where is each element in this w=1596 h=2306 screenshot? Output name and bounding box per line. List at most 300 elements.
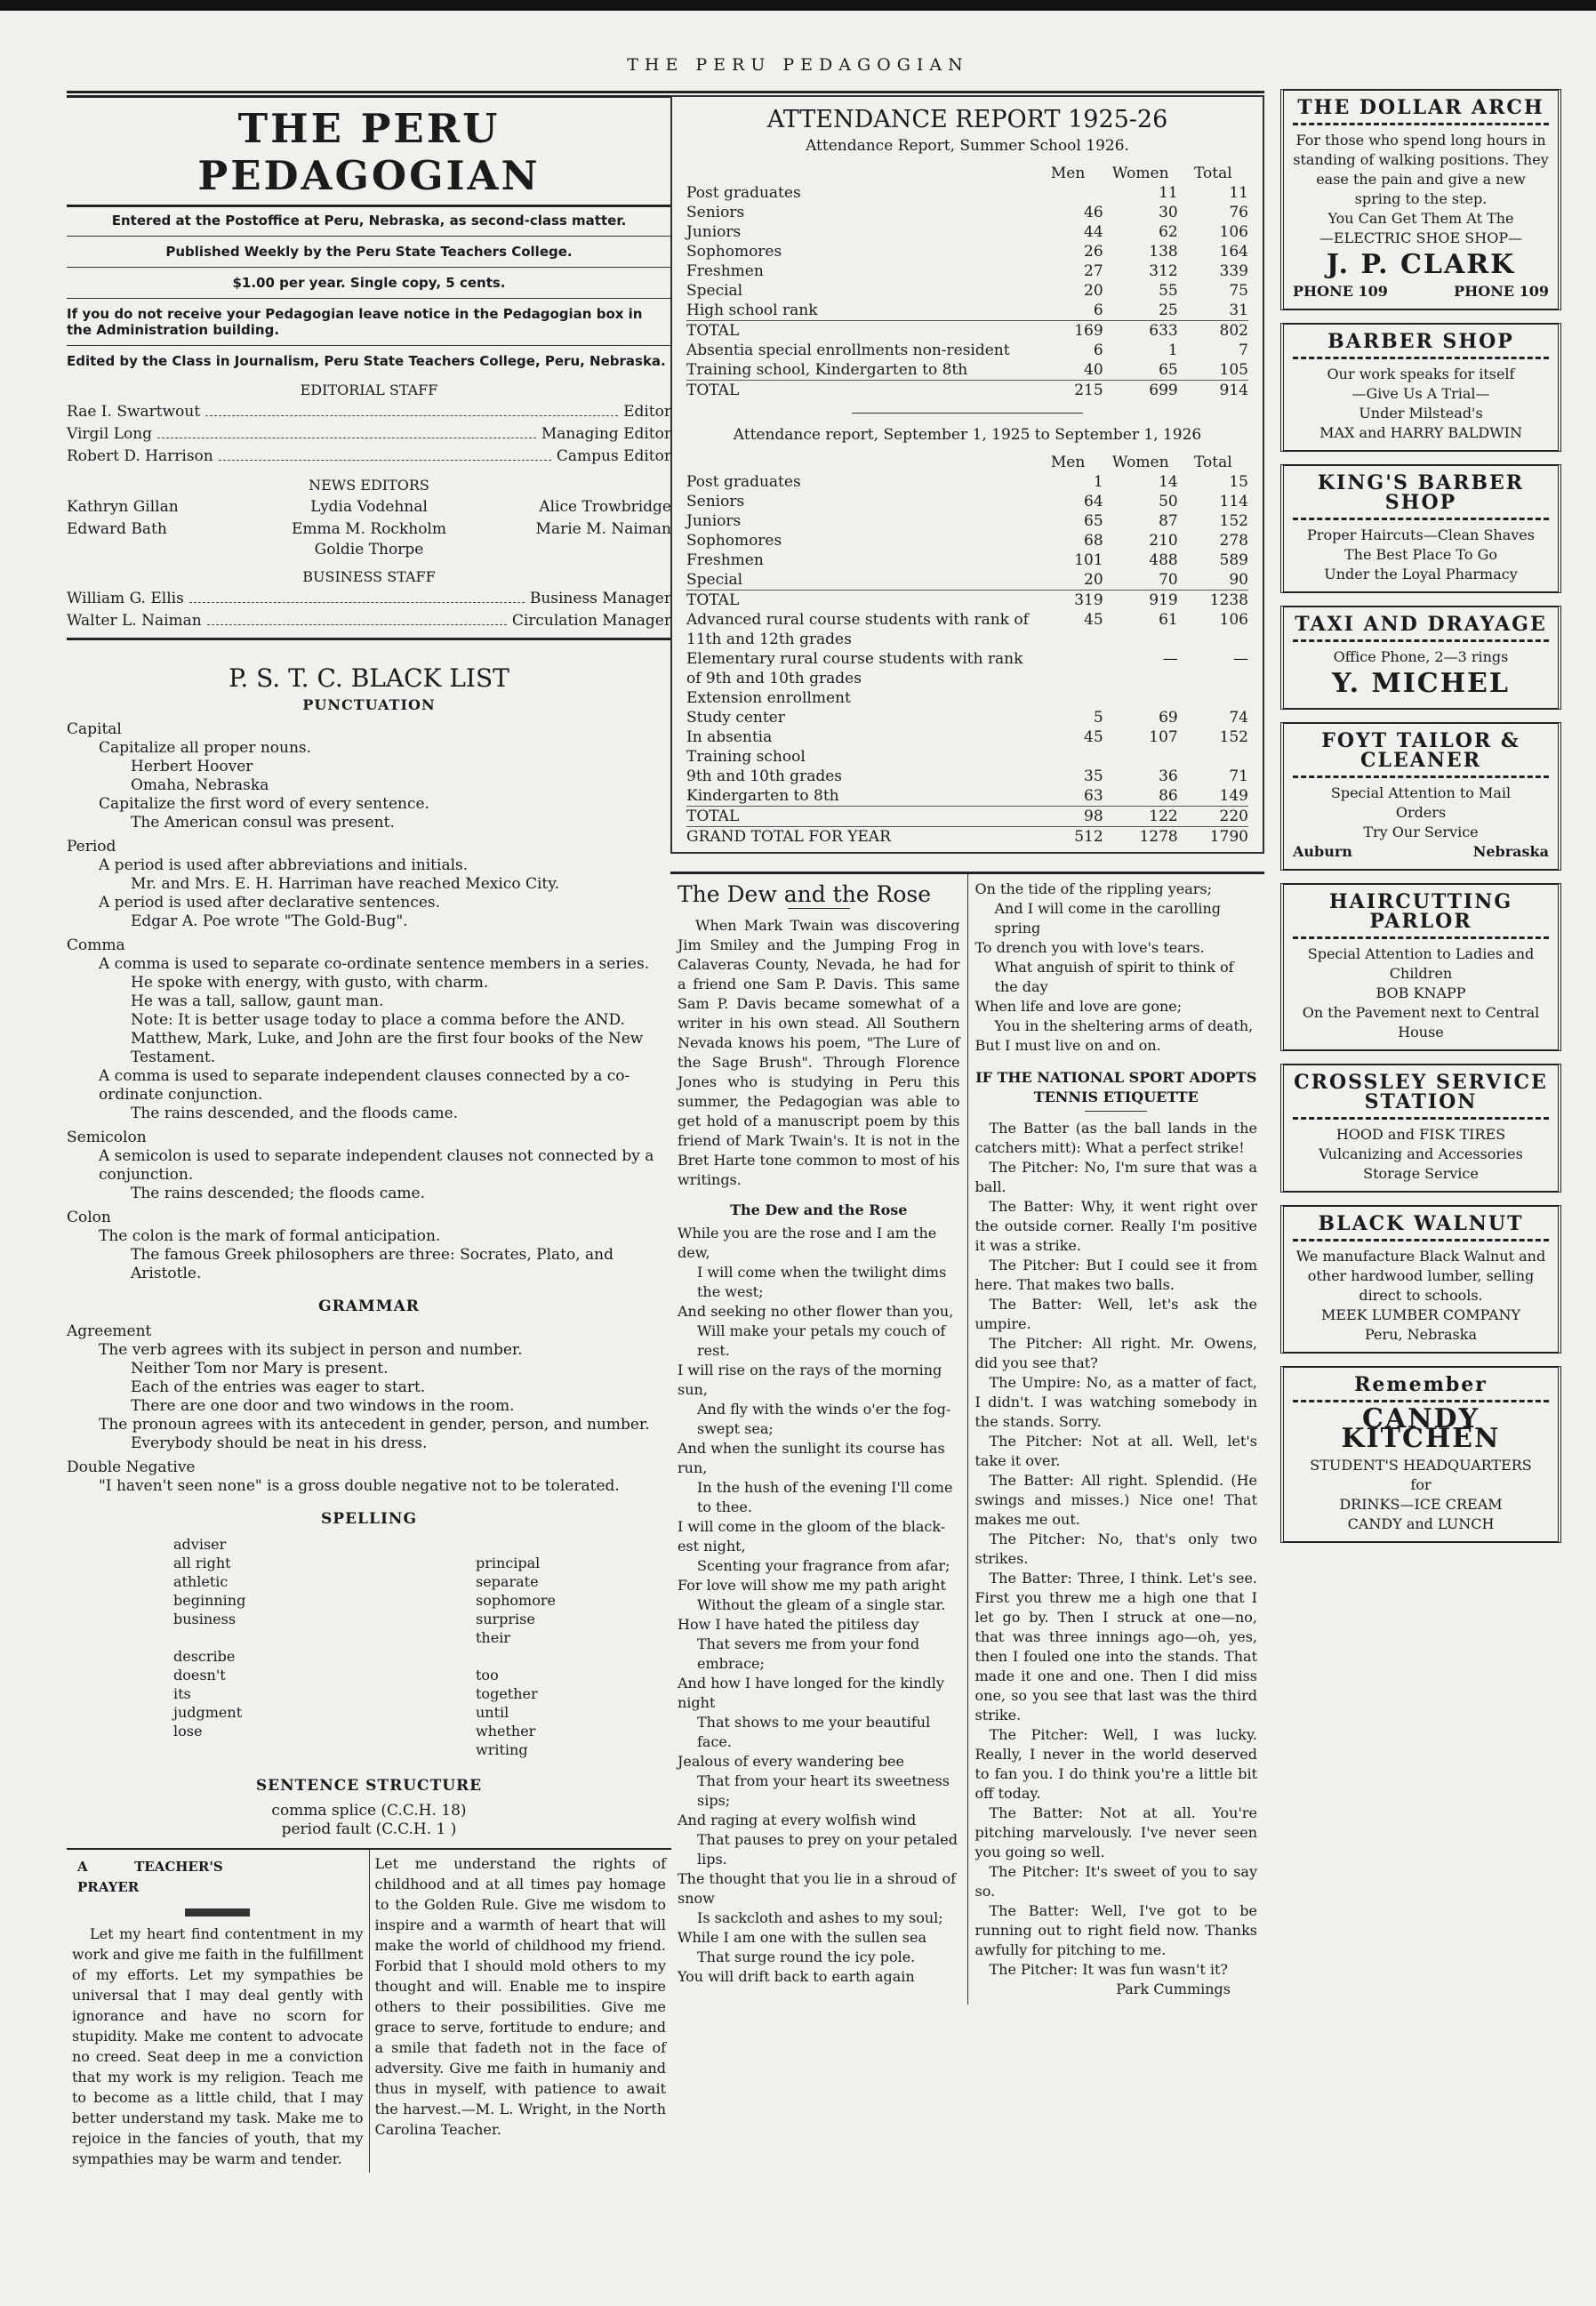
staff-role: Managing Editor xyxy=(541,425,671,443)
ad-big: CANDY KITCHEN xyxy=(1341,1403,1501,1454)
ad-line: Storage Service xyxy=(1363,1165,1479,1182)
table-row xyxy=(686,688,1248,708)
poem-line: And when the sunlight its course has run, xyxy=(678,1440,945,1476)
cell-value: 71 xyxy=(1229,767,1248,785)
spelling-word: together xyxy=(476,1685,538,1702)
prayer-title: A TEACHER'S PRAYER xyxy=(77,1859,223,1895)
ad-rule xyxy=(1293,1400,1549,1402)
news-name: Edward Bath xyxy=(67,520,167,538)
rule-line: Everybody should be neat in his dress. xyxy=(131,1434,428,1452)
rule-line: There are one door and two windows in the room. xyxy=(131,1397,515,1415)
tennis-paragraph: The Pitcher: Not at all. Well, let's take it over. xyxy=(974,1433,1257,1469)
rule-head: Agreement xyxy=(67,1322,152,1340)
staff-role: Editor xyxy=(623,403,671,421)
cell-value: 87 xyxy=(1159,512,1178,530)
rule-line: The American consul was present. xyxy=(131,814,395,832)
poem-line: Without the gleam of a single star. xyxy=(697,1596,946,1613)
cell-value: 70 xyxy=(1159,571,1178,589)
cell-value xyxy=(1032,747,1103,767)
table-row xyxy=(686,360,1248,381)
row-label: Training school xyxy=(686,748,806,766)
column-header: Total xyxy=(1194,165,1232,182)
spacer xyxy=(67,1496,671,1501)
table-row xyxy=(686,381,1248,401)
cell-value: 114 xyxy=(1219,493,1248,510)
cell-value: 122 xyxy=(1149,808,1178,825)
ad-foot-item: Nebraska xyxy=(1472,843,1549,860)
cell-value: 152 xyxy=(1219,512,1248,530)
news-name: Kathryn Gillan xyxy=(67,498,179,516)
rule-line: A period is used after abbreviations and initials. xyxy=(99,856,469,874)
advertisement xyxy=(1280,883,1561,1051)
table-row xyxy=(686,472,1248,492)
spelling-word xyxy=(120,1628,298,1647)
staff-role: Business Manager xyxy=(529,590,671,607)
poem-line: What anguish of spirit to think of the day xyxy=(994,959,1234,995)
rule-line: A period is used after declarative sentences. xyxy=(99,894,441,912)
rule-head: Semicolon xyxy=(67,1129,147,1146)
cell-value: 25 xyxy=(1159,301,1178,319)
cell-value: 44 xyxy=(1084,223,1103,241)
row-label: Seniors xyxy=(686,204,745,221)
cell-value xyxy=(1178,747,1248,767)
poem-line: And raging at every wolfish wind xyxy=(678,1812,917,1828)
cell-value: 45 xyxy=(1084,611,1103,629)
cell-value: 20 xyxy=(1084,571,1103,589)
table-row xyxy=(686,321,1248,341)
cell-value: 61 xyxy=(1159,611,1178,629)
advertisement xyxy=(1280,1064,1561,1193)
attendance-year-sub: Attendance report, September 1, 1925 to September 1, 1926 xyxy=(733,426,1202,444)
tennis-paragraph: The Umpire: No, as a matter of fact, I didn't. I was watching somebody in the stands. Sorry. xyxy=(974,1374,1257,1430)
table-row xyxy=(686,747,1248,767)
tennis-paragraph: The Pitcher: But I could see it from here. That makes two balls. xyxy=(974,1257,1257,1293)
ad-big: J. P. CLARK xyxy=(1326,249,1516,280)
ad-rule xyxy=(1293,639,1549,642)
advertisement xyxy=(1280,722,1561,871)
table-row xyxy=(686,511,1248,531)
table-row xyxy=(686,827,1248,848)
cell-value: 210 xyxy=(1149,532,1178,550)
cell-value: 27 xyxy=(1084,262,1103,280)
sentence-rule: comma splice (C.C.H. 18) xyxy=(271,1802,467,1820)
cell-value: 30 xyxy=(1159,204,1178,221)
cell-value: 55 xyxy=(1159,282,1178,300)
poem-line: That from your heart its sweetness sips; xyxy=(697,1772,950,1809)
cell-value: 15 xyxy=(1229,473,1248,491)
rule-line: Neither Tom nor Mary is present. xyxy=(131,1360,389,1378)
editorial-staff xyxy=(67,401,671,468)
table-row xyxy=(686,610,1248,649)
rule-head: Colon xyxy=(67,1209,111,1226)
row-label: Elementary rural course students with rank of 9th and 10th grades xyxy=(686,650,1023,687)
poem-line: How I have hated the pitiless day xyxy=(678,1616,919,1633)
tennis-paragraph: The Pitcher: No, I'm sure that was a ball. xyxy=(974,1159,1257,1195)
leader xyxy=(207,610,507,625)
cell-value: 319 xyxy=(1074,591,1103,609)
row-label: Freshmen xyxy=(686,551,764,569)
poem-line: For love will show me my path aright xyxy=(678,1577,946,1594)
spelling-word: doesn't xyxy=(173,1667,226,1683)
cell-value: 919 xyxy=(1149,591,1178,609)
cell-value: 45 xyxy=(1084,728,1103,746)
cell-value: 169 xyxy=(1074,322,1103,340)
staff-row xyxy=(67,610,671,632)
row-label: 9th and 10th grades xyxy=(686,767,842,785)
ad-line: Our work speaks for itself xyxy=(1327,366,1515,382)
cell-value xyxy=(1103,747,1178,767)
column-header: Total xyxy=(1194,454,1232,471)
masthead-title: THE PERU PEDAGOGIAN xyxy=(197,105,541,199)
tennis-paragraph: The Batter: Three, I think. Let's see. First you threw me a high one that I let go by. Then I struck at one—no, that was three innings ago—oh, yes, then I fouled one into the stands. That made it one and one. Then I did miss one, so you see that last was the third strike. xyxy=(974,1570,1257,1723)
spacer xyxy=(67,1283,671,1289)
cell-value xyxy=(1032,688,1103,708)
rule-line: Each of the entries was eager to start. xyxy=(131,1378,426,1396)
staff-name: Walter L. Naiman xyxy=(67,612,202,630)
news-name: Alice Trowbridge xyxy=(539,498,671,516)
column-header: Women xyxy=(1111,454,1169,471)
rule-head: Comma xyxy=(67,936,125,954)
cell-value: 107 xyxy=(1149,728,1178,746)
table-row xyxy=(686,708,1248,727)
advertisement xyxy=(1280,89,1561,310)
poem-line: And seeking no other flower than you, xyxy=(678,1303,954,1320)
ad-line: Special Attention to Mail xyxy=(1330,784,1512,801)
row-label: Juniors xyxy=(686,223,742,241)
poem-line: On the tide of the rippling years; xyxy=(974,880,1212,897)
table-row xyxy=(686,786,1248,807)
ad-line: for xyxy=(1410,1476,1432,1493)
spelling-list xyxy=(67,1535,671,1759)
middle-column xyxy=(670,89,1264,2005)
poem-line: Jealous of every wandering bee xyxy=(678,1753,904,1770)
tennis-paragraph: The Pitcher: Well, I was lucky. Really, I never in the world deserved to fan you. I do think you're a little bit off today. xyxy=(974,1726,1257,1802)
poem-line: In the hush of the evening I'll come to thee. xyxy=(697,1479,953,1515)
cell-value: 69 xyxy=(1159,709,1178,727)
cell-value: 46 xyxy=(1084,204,1103,221)
advertisement xyxy=(1280,1366,1561,1543)
header-blank xyxy=(686,453,1032,472)
poem xyxy=(678,1224,960,1987)
spelling-word: separate xyxy=(476,1573,539,1590)
news-name: Emma M. Rockholm xyxy=(291,520,446,538)
cell-value: — xyxy=(1233,650,1248,668)
spelling-word: lose xyxy=(173,1723,203,1740)
row-label: Study center xyxy=(686,709,785,727)
row-label: TOTAL xyxy=(686,382,740,399)
cell-value: 86 xyxy=(1159,787,1178,805)
poem-line: Scenting your fragrance from afar; xyxy=(697,1557,950,1574)
poem-line: That pauses to prey on your petaled lips. xyxy=(697,1831,958,1868)
advertisement xyxy=(1280,323,1561,452)
tennis-signature: Park Cummings xyxy=(1116,1981,1231,1997)
poem-continued xyxy=(975,880,1258,1056)
cell-value xyxy=(1178,688,1248,708)
dew-intro: When Mark Twain was discovering Jim Smiley and the Jumping Frog in Calaveras County, Nevada, he had for a friend one Sam P. Davis. This same Sam P. Davis became somewhat of a writer in his own stead. All Southern Nevada knows his poem, "The Lure of the Sage Brush". Through Florence Jones who is studying in Peru this summer, the Pedagogian was able to get hold of a manuscript poem by this friend of Mark Twain's. It is not in the Bret Harte tone common to most of his writings. xyxy=(678,917,960,1188)
sentence-head: SENTENCE STRUCTURE xyxy=(255,1777,483,1795)
row-label: TOTAL xyxy=(686,591,740,609)
tennis-paragraph: The Batter: Why, it went right over the outside corner. Really I'm positive it was a strike. xyxy=(974,1198,1257,1254)
poem-line: I will rise on the rays of the morning sun, xyxy=(678,1362,942,1398)
ad-rule xyxy=(1293,936,1549,939)
cell-value: 6 xyxy=(1093,341,1103,359)
ad-rule xyxy=(1293,518,1549,520)
cell-value: 101 xyxy=(1074,551,1103,569)
cell-value: 11 xyxy=(1229,184,1248,202)
row-label: Sophomores xyxy=(686,243,782,261)
ad-line: Under the Loyal Pharmacy xyxy=(1324,566,1518,583)
table-row xyxy=(686,341,1248,360)
tennis-paragraph: The Pitcher: All right. Mr. Owens, did you see that? xyxy=(974,1335,1257,1371)
spelling-word: athletic xyxy=(173,1573,229,1590)
table-row xyxy=(686,492,1248,511)
poem-line: And how I have longed for the kindly night xyxy=(678,1675,944,1711)
spelling-word: judgment xyxy=(173,1704,243,1721)
leader xyxy=(205,401,618,416)
table-row xyxy=(686,727,1248,747)
ad-line: Peru, Nebraska xyxy=(1365,1326,1477,1343)
cell-value: 31 xyxy=(1229,301,1248,319)
table-row xyxy=(686,242,1248,261)
cell-value: 76 xyxy=(1229,204,1248,221)
rule-line: A comma is used to separate independent clauses connected by a co-ordinate conjunction. xyxy=(99,1067,630,1104)
poem-line: When life and love are gone; xyxy=(974,998,1183,1015)
ad-foot-item: Auburn xyxy=(1293,843,1352,860)
cell-value: 65 xyxy=(1084,512,1103,530)
spelling-word: surprise xyxy=(476,1611,535,1627)
published-notice: Published Weekly by the Peru State Teachers College. xyxy=(165,244,573,260)
poem-line: That surge round the icy pole. xyxy=(697,1948,916,1965)
spelling-word: their xyxy=(476,1629,510,1646)
poem-line: To drench you with love's tears. xyxy=(974,939,1205,956)
poem-line: That shows to me your beautiful face. xyxy=(697,1714,931,1750)
ad-title: CROSSLEY SERVICE STATION xyxy=(1294,1071,1548,1113)
rule-line: Capitalize all proper nouns. xyxy=(99,739,312,757)
row-label: Seniors xyxy=(686,493,745,510)
entered-notice: Entered at the Postoffice at Peru, Nebraska, as second-class matter. xyxy=(111,213,627,229)
cell-value: 64 xyxy=(1084,493,1103,510)
cell-value: 215 xyxy=(1074,382,1103,399)
table-row xyxy=(686,203,1248,222)
ad-title: Remember xyxy=(1354,1373,1488,1396)
cell-value: 152 xyxy=(1219,728,1248,746)
year-table xyxy=(686,453,1248,847)
tennis-article xyxy=(975,1119,1258,1980)
row-label: Advanced rural course students with rank of 11th and 12th grades xyxy=(686,611,1029,648)
cell-value: 68 xyxy=(1084,532,1103,550)
rule-line: The pronoun agrees with its antecedent in gender, person, and number. xyxy=(99,1416,650,1434)
cell-value: 74 xyxy=(1229,709,1248,727)
grammar-rules xyxy=(67,1322,671,1501)
left-column xyxy=(67,89,671,2173)
ad-foot-item: PHONE 109 xyxy=(1293,283,1388,300)
row-label: Post graduates xyxy=(686,184,801,202)
cell-value: 512 xyxy=(1074,828,1103,846)
cell-value: 40 xyxy=(1084,361,1103,379)
poem-line: I will come in the gloom of the black-est night, xyxy=(678,1518,946,1555)
staff-row xyxy=(67,401,671,423)
rule-line: "I haven't seen none" is a gross double negative not to be tolerated. xyxy=(99,1477,620,1495)
row-label: GRAND TOTAL FOR YEAR xyxy=(686,828,891,846)
ad-rule xyxy=(1293,1239,1549,1241)
row-label: Special xyxy=(686,571,743,589)
ads-column xyxy=(1280,89,1561,1555)
news-name: Lydia Vodehnal xyxy=(310,498,428,516)
spelling-word: adviser xyxy=(173,1536,227,1553)
poem-line: While you are the rose and I am the dew, xyxy=(678,1225,937,1261)
ad-line: HOOD and FISK TIRES xyxy=(1335,1126,1506,1143)
cell-value: 1278 xyxy=(1139,828,1178,846)
spelling-word: beginning xyxy=(173,1592,246,1609)
news-extra: Goldie Thorpe xyxy=(314,541,424,558)
rule-line: A comma is used to separate co-ordinate sentence members in a series. xyxy=(99,955,650,973)
cell-value: 90 xyxy=(1229,571,1248,589)
cell-value: 914 xyxy=(1219,382,1248,399)
staff-row xyxy=(67,446,671,468)
poem-line: I will come when the twilight dims the west; xyxy=(697,1264,947,1300)
row-label: TOTAL xyxy=(686,808,740,825)
business-staff xyxy=(67,588,671,632)
tennis-paragraph: The Batter: All right. Splendid. (He swings and misses.) Nice one! That makes me out. xyxy=(974,1472,1257,1528)
row-label: Freshmen xyxy=(686,262,764,280)
row-label: TOTAL xyxy=(686,322,740,340)
spelling-word xyxy=(422,1647,600,1666)
cell-value: 164 xyxy=(1219,243,1248,261)
sentence-structure xyxy=(67,1802,671,1839)
prayer-left: Let my heart find contentment in my work and give me faith in the fulfillment of my efforts. Let my sympathies be universal that I may deal gently with ignorance and have no scorn for stupidity. Make me content to advocate no creed. Seat deep in me a conviction that my work is my religion. Teach me to become as a little child, that I may better understand my task. Make me to rejoice in the fancies of youth, that my sympathies may be warm and tender. xyxy=(72,1925,364,2167)
row-label: In absentia xyxy=(686,728,773,746)
tennis-paragraph: The Pitcher: No, that's only two strikes. xyxy=(974,1531,1257,1567)
price-notice: $1.00 per year. Single copy, 5 cents. xyxy=(232,275,506,291)
cell-value: 11 xyxy=(1159,184,1178,202)
ad-title: TAXI AND DRAYAGE xyxy=(1295,613,1547,636)
table-row xyxy=(686,767,1248,786)
row-label: Extension enrollment xyxy=(686,689,851,707)
rule-line: The rains descended; the floods came. xyxy=(131,1185,425,1202)
running-head: THE PERU PEDAGOGIAN xyxy=(627,55,969,75)
staff-role: Circulation Manager xyxy=(511,612,671,630)
table-row xyxy=(686,570,1248,591)
box-notice: If you do not receive your Pedagogian leave notice in the Pedagogian box in the Administration building. xyxy=(67,306,643,338)
poem-line: You will drift back to earth again xyxy=(678,1968,915,1985)
poem-line: The thought that you lie in a shroud of snow xyxy=(678,1870,957,1907)
ad-big: Y. MICHEL xyxy=(1332,668,1510,699)
spelling-word: its xyxy=(173,1685,191,1702)
rule-line: The rains descended, and the floods came. xyxy=(131,1105,459,1122)
staff-row xyxy=(67,423,671,446)
ad-line: STUDENT'S HEADQUARTERS xyxy=(1310,1457,1532,1474)
cell-value: 339 xyxy=(1219,262,1248,280)
ad-line: Office Phone, 2—3 rings xyxy=(1333,648,1509,665)
poem-title: The Dew and the Rose xyxy=(730,1201,908,1218)
rule-line: He spoke with energy, with gusto, with charm. xyxy=(131,974,489,992)
attendance-report xyxy=(670,95,1264,854)
ad-line: Vulcanizing and Accessories xyxy=(1319,1145,1523,1162)
cell-value: — xyxy=(1162,650,1178,668)
ad-line: MAX and HARRY BALDWIN xyxy=(1319,424,1522,441)
staff-row xyxy=(67,588,671,610)
cell-value: 63 xyxy=(1084,787,1103,805)
cell-value xyxy=(1032,183,1103,203)
ad-line: DRINKS—ICE CREAM xyxy=(1339,1496,1503,1513)
ad-title: HAIRCUTTING PARLOR xyxy=(1328,890,1513,933)
cell-value: 106 xyxy=(1219,223,1248,241)
ad-title: BLACK WALNUT xyxy=(1318,1212,1524,1235)
cell-value: 26 xyxy=(1084,243,1103,261)
rule-line: Edgar A. Poe wrote "The Gold-Bug". xyxy=(131,912,408,930)
cell-value: 488 xyxy=(1149,551,1178,569)
header-blank xyxy=(686,164,1032,183)
sentence-rule: period fault (C.C.H. 1 ) xyxy=(281,1820,457,1838)
news-name: Marie M. Naiman xyxy=(535,520,671,538)
summer-table xyxy=(686,164,1248,400)
ad-rule xyxy=(1293,1117,1549,1120)
ad-line: Under Milstead's xyxy=(1359,405,1483,422)
rule-line: Note: It is better usage today to place a comma before the AND. xyxy=(131,1011,625,1029)
cell-value: 35 xyxy=(1084,767,1103,785)
staff-name: William G. Ellis xyxy=(67,590,184,607)
cell-value: 7 xyxy=(1239,341,1248,359)
tennis-paragraph: The Batter: Not at all. You're pitching marvelously. I've never seen you going so well. xyxy=(974,1804,1257,1860)
cell-value xyxy=(1032,649,1103,688)
table-row xyxy=(686,531,1248,550)
poem-line: And I will come in the carolling spring xyxy=(994,900,1222,936)
cell-value: 98 xyxy=(1084,808,1103,825)
rule-line: Capitalize the first word of every sentence. xyxy=(99,795,429,813)
column-header: Men xyxy=(1050,454,1086,471)
advertisement xyxy=(1280,1205,1561,1354)
ad-line: Special Attention to Ladies and Children xyxy=(1307,945,1535,982)
rule-head: Period xyxy=(67,838,116,856)
cell-value xyxy=(1103,688,1178,708)
ad-rule xyxy=(1293,123,1549,125)
column-header: Men xyxy=(1050,165,1086,182)
cell-value: 699 xyxy=(1149,382,1178,399)
rule-head: Capital xyxy=(67,720,122,738)
cell-value: 278 xyxy=(1219,532,1248,550)
spelling-word xyxy=(422,1535,600,1554)
rule-line: Omaha, Nebraska xyxy=(131,776,269,794)
tennis-paragraph: The Batter: Well, let's ask the umpire. xyxy=(974,1296,1257,1332)
ad-rule xyxy=(1293,775,1549,778)
staff-role: Campus Editor xyxy=(556,447,671,465)
punctuation-rules xyxy=(67,720,671,1289)
staff-name: Rae I. Swartwout xyxy=(67,403,201,421)
grammar-head: GRAMMAR xyxy=(318,1298,420,1315)
cell-value: 312 xyxy=(1149,262,1178,280)
table-row xyxy=(686,807,1248,827)
ad-line: BOB KNAPP xyxy=(1375,984,1466,1001)
staff-name: Robert D. Harrison xyxy=(67,447,213,465)
news-row xyxy=(67,518,671,541)
cell-value: 20 xyxy=(1084,282,1103,300)
ad-footer xyxy=(1293,842,1549,862)
rule-line: Mr. and Mrs. E. H. Harriman have reached Mexico City. xyxy=(131,875,559,893)
table-row xyxy=(686,222,1248,242)
cell-value: 6 xyxy=(1093,301,1103,319)
table-row xyxy=(686,183,1248,203)
rule-line: Matthew, Mark, Luke, and John are the first four books of the New Testament. xyxy=(131,1030,644,1066)
ad-title: THE DOLLAR ARCH xyxy=(1297,96,1544,119)
spelling-head: SPELLING xyxy=(321,1510,417,1528)
cell-value: 1790 xyxy=(1209,828,1248,846)
table-row xyxy=(686,550,1248,570)
punctuation-head: PUNCTUATION xyxy=(302,696,436,713)
tennis-paragraph: The Pitcher: It was fun wasn't it? xyxy=(989,1961,1228,1978)
row-label: Absentia special enrollments non-resident xyxy=(686,341,1010,359)
rule-line: The famous Greek philosophers are three: Socrates, Plato, and Aristotle. xyxy=(131,1246,614,1282)
cell-value: 36 xyxy=(1159,767,1178,785)
